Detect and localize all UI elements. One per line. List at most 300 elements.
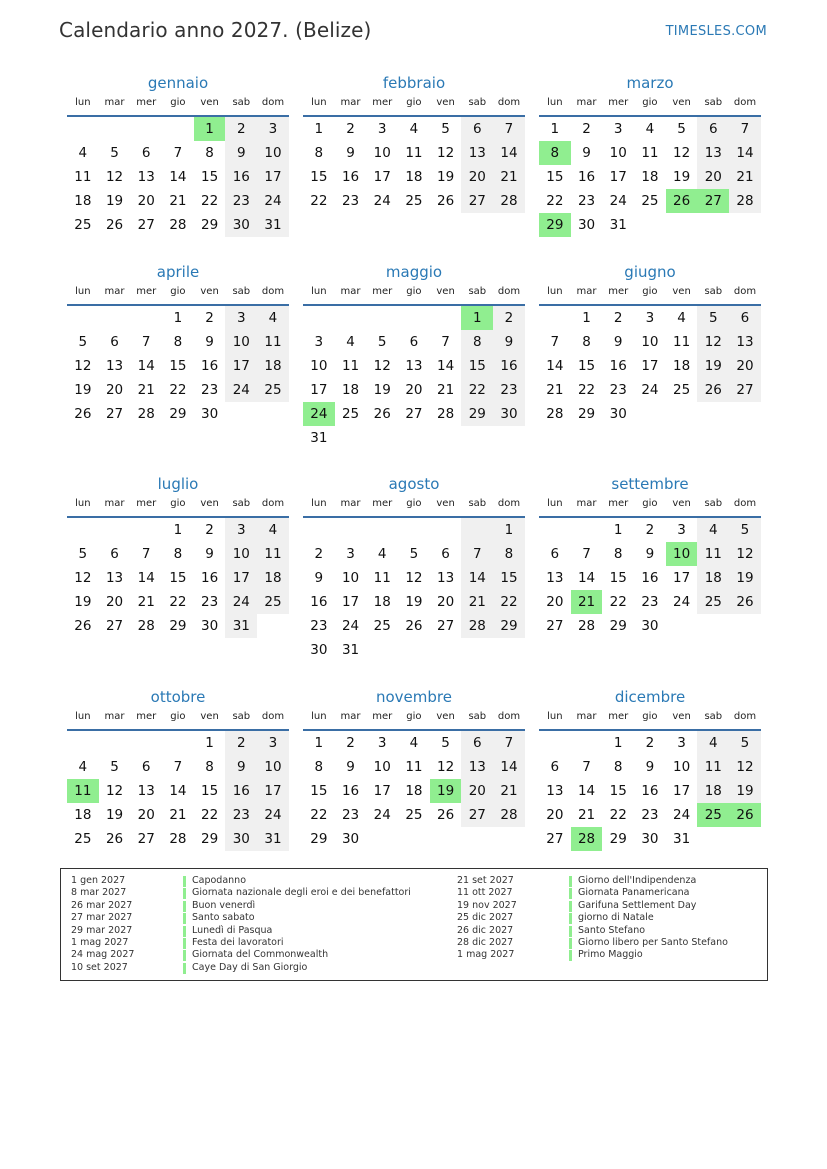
day-cell: 20 xyxy=(546,594,564,610)
weekday-header xyxy=(303,707,525,731)
day-cell: 31 xyxy=(341,642,360,658)
day-cell: 4 xyxy=(78,145,88,161)
weekday-label: gio xyxy=(170,286,186,297)
weekday-label: ven xyxy=(200,498,219,509)
month-luglio xyxy=(67,474,289,638)
day-cell: 11 xyxy=(673,334,691,350)
day-cell: 22 xyxy=(310,807,328,823)
day-cell: 17 xyxy=(609,169,627,185)
day-cell: 22 xyxy=(461,378,493,402)
day-cell: 15 xyxy=(201,169,219,185)
day-cell: 29 xyxy=(169,618,187,634)
day-cell-holiday: 24 xyxy=(303,402,335,426)
day-cell: 13 xyxy=(546,783,564,799)
day-cell: 23 xyxy=(341,807,360,823)
day-cell: 26 xyxy=(74,618,92,634)
day-cell: 12 xyxy=(729,542,761,566)
day-cell: 3 xyxy=(346,546,355,562)
day-empty xyxy=(303,518,335,542)
week-row xyxy=(539,590,761,614)
day-cell: 2 xyxy=(205,310,214,326)
weekday-header xyxy=(303,282,525,306)
week-row xyxy=(539,402,761,426)
day-cell: 8 xyxy=(613,546,623,562)
day-empty xyxy=(257,614,289,638)
day-cell: 15 xyxy=(493,566,525,590)
weekday-label: gio xyxy=(642,498,658,509)
day-empty xyxy=(67,306,99,330)
day-empty xyxy=(539,731,571,755)
day-empty xyxy=(398,426,430,450)
day-cell: 16 xyxy=(641,570,659,586)
day-cell: 8 xyxy=(493,542,525,566)
weekday-label: gio xyxy=(642,286,658,297)
day-cell: 20 xyxy=(137,807,155,823)
day-cell: 13 xyxy=(546,570,564,586)
day-empty xyxy=(461,827,493,851)
month-grid xyxy=(303,117,525,213)
day-empty xyxy=(67,518,99,542)
page-title: Calendario anno 2027. (Belize) xyxy=(59,18,372,42)
week-row xyxy=(67,378,289,402)
week-row xyxy=(303,803,525,827)
day-cell: 11 xyxy=(257,542,289,566)
month-title: marzo xyxy=(626,74,674,92)
day-cell: 2 xyxy=(613,310,623,326)
day-cell: 26 xyxy=(437,807,455,823)
week-row xyxy=(539,779,761,803)
month-gennaio xyxy=(67,73,289,237)
day-cell: 13 xyxy=(405,358,423,374)
weekday-label: gio xyxy=(406,97,422,108)
day-cell: 26 xyxy=(697,378,729,402)
day-cell: 21 xyxy=(169,193,187,209)
day-cell: 19 xyxy=(673,169,691,185)
weekday-label: ven xyxy=(436,97,455,108)
holiday-date: 8 mar 2027 xyxy=(71,887,127,899)
weekday-label: gio xyxy=(170,711,186,722)
month-title: giugno xyxy=(624,263,676,281)
day-cell: 17 xyxy=(225,354,257,378)
day-cell: 17 xyxy=(673,783,691,799)
day-cell: 1 xyxy=(205,735,214,751)
week-row xyxy=(303,731,525,755)
holiday-date: 1 mag 2027 xyxy=(457,949,515,961)
day-cell-holiday: 28 xyxy=(571,827,603,851)
day-cell: 27 xyxy=(546,618,564,634)
week-row xyxy=(539,378,761,402)
week-row xyxy=(67,827,289,851)
day-cell: 2 xyxy=(314,546,324,562)
month-title: maggio xyxy=(385,263,443,281)
weekday-label: lun xyxy=(311,286,327,297)
day-cell: 3 xyxy=(645,310,655,326)
day-cell: 7 xyxy=(582,759,591,775)
day-empty xyxy=(461,518,493,542)
holiday-marker xyxy=(183,913,186,924)
day-cell: 5 xyxy=(729,731,761,755)
day-empty xyxy=(493,426,525,450)
day-cell: 30 xyxy=(577,217,596,233)
holiday-marker xyxy=(183,950,186,961)
day-cell: 21 xyxy=(546,382,564,398)
day-cell: 2 xyxy=(225,117,257,141)
day-cell: 22 xyxy=(577,382,596,398)
day-cell: 28 xyxy=(169,831,187,847)
weekday-label: ven xyxy=(672,498,691,509)
day-empty xyxy=(666,402,698,426)
day-cell: 9 xyxy=(346,145,355,161)
day-cell: 15 xyxy=(577,358,596,374)
day-cell: 10 xyxy=(341,570,360,586)
weekday-label: sab xyxy=(232,97,251,108)
day-cell: 18 xyxy=(405,169,423,185)
day-cell: 29 xyxy=(609,831,627,847)
legend-entry xyxy=(457,875,728,887)
day-cell: 19 xyxy=(437,169,455,185)
legend-entry xyxy=(71,912,411,924)
day-empty xyxy=(539,518,571,542)
day-cell: 4 xyxy=(78,759,88,775)
day-cell: 19 xyxy=(729,779,761,803)
weekday-label: dom xyxy=(261,498,285,509)
day-cell: 26 xyxy=(373,406,391,422)
day-cell: 19 xyxy=(405,594,423,610)
day-cell: 11 xyxy=(697,755,729,779)
day-cell: 18 xyxy=(341,382,360,398)
weekday-label: lun xyxy=(311,711,327,722)
day-cell: 5 xyxy=(110,759,119,775)
day-cell: 22 xyxy=(169,382,187,398)
week-row xyxy=(303,306,525,330)
day-empty xyxy=(225,402,257,426)
day-cell: 28 xyxy=(729,189,761,213)
day-cell: 5 xyxy=(377,334,387,350)
weekday-label: lun xyxy=(75,286,91,297)
day-empty xyxy=(398,827,430,851)
month-grid xyxy=(303,306,525,450)
day-cell: 6 xyxy=(729,306,761,330)
holiday-marker xyxy=(183,938,186,949)
day-empty xyxy=(571,518,603,542)
day-cell: 15 xyxy=(169,570,187,586)
day-cell: 24 xyxy=(673,807,691,823)
day-cell: 13 xyxy=(697,141,729,165)
day-cell: 1 xyxy=(173,310,183,326)
day-cell-holiday: 1 xyxy=(194,117,226,141)
weekday-label: dom xyxy=(733,711,757,722)
day-cell: 5 xyxy=(729,518,761,542)
day-cell: 25 xyxy=(341,406,360,422)
week-row xyxy=(303,141,525,165)
day-cell: 8 xyxy=(582,334,591,350)
day-cell: 8 xyxy=(205,759,214,775)
week-row xyxy=(303,614,525,638)
day-cell: 25 xyxy=(697,590,729,614)
weekday-label: mar xyxy=(576,498,597,509)
legend-entry xyxy=(457,912,728,924)
day-cell: 6 xyxy=(461,731,493,755)
day-cell: 1 xyxy=(613,522,623,538)
day-cell: 18 xyxy=(257,566,289,590)
day-cell: 4 xyxy=(409,121,419,137)
weekday-label: ven xyxy=(200,97,219,108)
month-title: febbraio xyxy=(382,74,446,92)
month-aprile xyxy=(67,262,289,426)
day-cell: 17 xyxy=(673,570,691,586)
week-row xyxy=(539,165,761,189)
month-febbraio xyxy=(303,73,525,213)
weekday-label: sab xyxy=(232,286,251,297)
day-cell: 15 xyxy=(169,358,187,374)
day-cell: 3 xyxy=(377,121,387,137)
holiday-date: 10 set 2027 xyxy=(71,961,128,973)
month-maggio xyxy=(303,262,525,450)
day-cell: 7 xyxy=(141,546,151,562)
day-cell: 25 xyxy=(74,831,92,847)
legend-entry xyxy=(71,875,411,887)
weekday-label: lun xyxy=(547,711,563,722)
day-cell: 4 xyxy=(257,518,289,542)
day-cell: 10 xyxy=(310,358,328,374)
day-empty xyxy=(398,638,430,662)
week-row xyxy=(303,165,525,189)
holiday-marker xyxy=(569,888,572,899)
day-cell: 24 xyxy=(257,803,289,827)
week-row xyxy=(539,518,761,542)
month-settembre xyxy=(539,474,761,638)
day-cell: 14 xyxy=(169,169,187,185)
day-cell: 6 xyxy=(110,334,119,350)
day-cell: 28 xyxy=(137,406,155,422)
weekday-label: dom xyxy=(733,97,757,108)
weekday-label: lun xyxy=(75,97,91,108)
weekday-label: gio xyxy=(170,97,186,108)
day-empty xyxy=(430,638,462,662)
holiday-name: Santo sabato xyxy=(192,912,255,924)
weekday-label: lun xyxy=(75,498,91,509)
month-title: aprile xyxy=(156,263,200,281)
day-cell: 16 xyxy=(341,783,360,799)
legend-entry xyxy=(457,900,728,912)
day-cell: 10 xyxy=(373,145,391,161)
weekday-label: mer xyxy=(608,97,629,108)
weekday-label: mer xyxy=(136,711,157,722)
day-cell: 28 xyxy=(546,406,564,422)
day-cell: 27 xyxy=(137,831,155,847)
day-cell-holiday: 1 xyxy=(461,306,493,330)
day-cell: 16 xyxy=(225,779,257,803)
weekday-label: mer xyxy=(136,286,157,297)
weekday-label: mer xyxy=(608,498,629,509)
day-cell: 16 xyxy=(201,570,219,586)
week-row xyxy=(303,590,525,614)
day-cell: 30 xyxy=(609,406,627,422)
holiday-date: 1 gen 2027 xyxy=(71,875,126,886)
holiday-date: 29 mar 2027 xyxy=(71,924,133,936)
day-cell: 10 xyxy=(673,759,691,775)
day-cell: 16 xyxy=(577,169,596,185)
day-cell: 9 xyxy=(645,546,655,562)
legend-entry xyxy=(457,887,728,899)
legend-entry xyxy=(71,949,411,961)
day-empty xyxy=(257,402,289,426)
weekday-label: mer xyxy=(136,97,157,108)
weekday-label: dom xyxy=(497,97,521,108)
day-cell: 7 xyxy=(582,546,591,562)
weekday-label: gio xyxy=(406,711,422,722)
day-cell: 11 xyxy=(405,145,423,161)
day-cell: 2 xyxy=(205,522,214,538)
day-empty xyxy=(697,213,729,237)
day-cell: 16 xyxy=(225,165,257,189)
month-dicembre xyxy=(539,687,761,851)
weekday-label: gio xyxy=(406,498,422,509)
day-cell: 5 xyxy=(441,735,450,751)
day-cell: 16 xyxy=(641,783,659,799)
holiday-name: Giorno dell'Indipendenza xyxy=(578,875,697,886)
holiday-name: Caye Day di San Giorgio xyxy=(192,961,308,973)
day-cell: 10 xyxy=(373,759,391,775)
day-cell: 19 xyxy=(74,382,92,398)
weekday-label: ven xyxy=(436,498,455,509)
weekday-label: dom xyxy=(497,286,521,297)
day-cell: 28 xyxy=(577,618,596,634)
day-cell: 23 xyxy=(641,807,659,823)
day-cell: 23 xyxy=(225,803,257,827)
week-row xyxy=(303,402,525,426)
day-cell: 8 xyxy=(205,145,214,161)
holiday-name: Giornata del Commonwealth xyxy=(192,949,329,961)
day-cell: 13 xyxy=(105,570,124,586)
week-row xyxy=(67,213,289,237)
day-cell: 4 xyxy=(677,310,686,326)
day-cell: 4 xyxy=(257,306,289,330)
brand-logo[interactable]: TIMESLES.COM xyxy=(665,24,767,39)
day-cell: 14 xyxy=(137,570,155,586)
day-cell: 15 xyxy=(609,783,627,799)
day-cell: 31 xyxy=(225,614,257,638)
day-cell: 20 xyxy=(546,807,564,823)
day-cell: 30 xyxy=(225,213,257,237)
day-cell: 14 xyxy=(437,358,455,374)
day-cell: 14 xyxy=(729,141,761,165)
day-cell: 13 xyxy=(729,330,761,354)
weekday-label: mar xyxy=(576,286,597,297)
day-cell: 18 xyxy=(697,566,729,590)
day-cell: 20 xyxy=(137,193,155,209)
day-cell: 30 xyxy=(310,642,328,658)
day-empty xyxy=(130,731,162,755)
day-cell: 20 xyxy=(105,594,124,610)
weekday-label: dom xyxy=(733,286,757,297)
day-empty xyxy=(130,306,162,330)
month-title: luglio xyxy=(157,475,199,493)
weekday-label: sab xyxy=(468,286,487,297)
day-cell: 8 xyxy=(173,546,183,562)
day-cell: 16 xyxy=(201,358,219,374)
day-cell: 19 xyxy=(105,807,124,823)
day-cell: 4 xyxy=(377,546,387,562)
day-cell: 9 xyxy=(205,546,214,562)
day-cell: 25 xyxy=(673,382,691,398)
weekday-label: lun xyxy=(75,711,91,722)
week-row xyxy=(67,518,289,542)
week-row xyxy=(303,827,525,851)
day-empty xyxy=(430,827,462,851)
holiday-marker xyxy=(569,901,572,912)
day-empty xyxy=(697,614,729,638)
day-cell: 7 xyxy=(461,542,493,566)
weekday-header xyxy=(303,93,525,117)
day-cell: 14 xyxy=(577,570,596,586)
day-cell: 17 xyxy=(373,783,391,799)
legend-entry xyxy=(71,900,411,912)
day-cell: 10 xyxy=(225,542,257,566)
weekday-label: sab xyxy=(468,97,487,108)
month-title: agosto xyxy=(388,475,440,493)
day-empty xyxy=(729,213,761,237)
weekday-label: dom xyxy=(497,498,521,509)
month-title: gennaio xyxy=(147,74,209,92)
week-row xyxy=(67,755,289,779)
holiday-name: Garifuna Settlement Day xyxy=(578,899,697,911)
day-cell: 11 xyxy=(74,169,92,185)
month-grid xyxy=(67,518,289,638)
day-cell: 16 xyxy=(609,358,627,374)
day-cell: 24 xyxy=(609,193,627,209)
day-cell: 14 xyxy=(169,783,187,799)
day-cell: 9 xyxy=(493,330,525,354)
day-cell: 17 xyxy=(257,779,289,803)
weekday-label: mar xyxy=(104,286,125,297)
day-cell: 27 xyxy=(105,406,124,422)
day-cell-holiday: 10 xyxy=(666,542,698,566)
day-cell: 12 xyxy=(437,759,455,775)
day-cell: 9 xyxy=(613,334,623,350)
holiday-marker xyxy=(183,876,186,887)
month-title: novembre xyxy=(376,688,452,706)
day-cell: 4 xyxy=(645,121,655,137)
weekday-label: mar xyxy=(104,498,125,509)
holiday-date: 24 mag 2027 xyxy=(71,949,135,961)
week-row xyxy=(539,803,761,827)
day-cell: 24 xyxy=(341,618,360,634)
day-cell: 20 xyxy=(729,354,761,378)
day-cell: 2 xyxy=(645,735,655,751)
day-cell: 30 xyxy=(641,618,659,634)
weekday-label: mer xyxy=(372,711,393,722)
day-cell: 21 xyxy=(169,807,187,823)
day-cell: 15 xyxy=(310,783,328,799)
day-cell: 21 xyxy=(137,594,155,610)
day-cell: 14 xyxy=(493,755,525,779)
holiday-marker xyxy=(569,876,572,887)
week-row xyxy=(539,614,761,638)
weekday-label: mar xyxy=(340,97,361,108)
day-cell-holiday: 8 xyxy=(539,141,571,165)
week-row xyxy=(539,755,761,779)
day-empty xyxy=(335,306,367,330)
day-cell: 21 xyxy=(577,807,596,823)
day-empty xyxy=(99,117,131,141)
day-cell: 27 xyxy=(405,406,423,422)
day-cell: 3 xyxy=(377,735,387,751)
week-row xyxy=(303,378,525,402)
weekday-label: mer xyxy=(136,498,157,509)
weekday-header xyxy=(539,707,761,731)
day-cell-holiday: 19 xyxy=(430,779,462,803)
